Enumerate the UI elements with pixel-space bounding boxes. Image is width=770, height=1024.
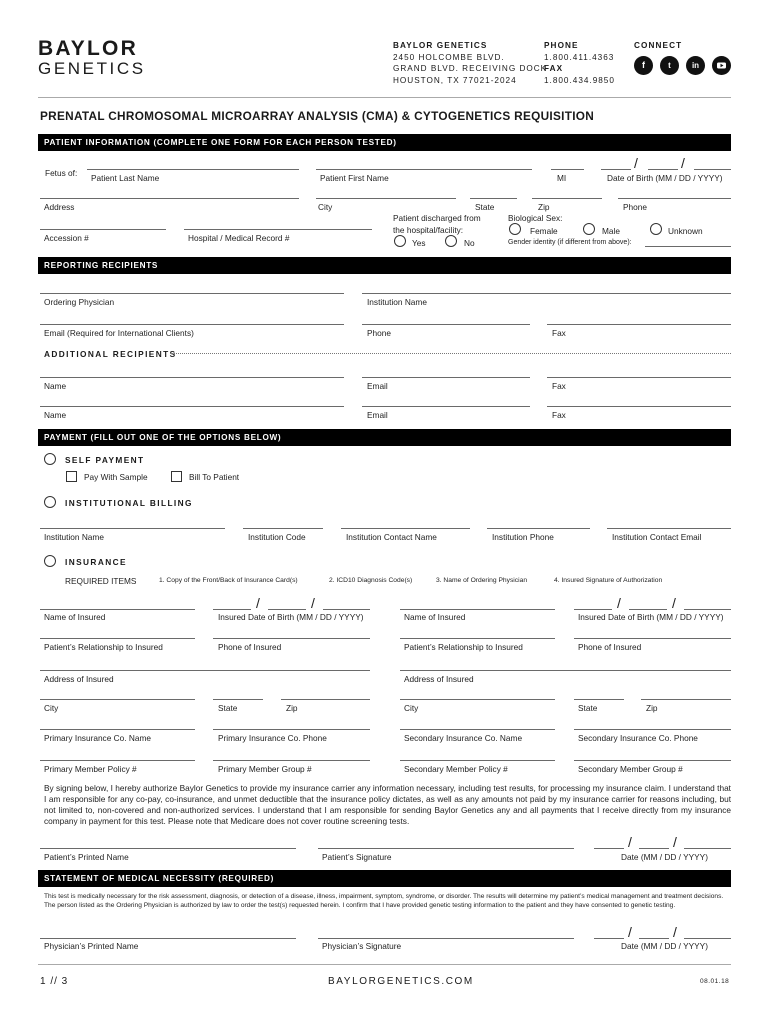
- add-fax-2-field[interactable]: [547, 406, 731, 407]
- mi-label: MI: [557, 173, 567, 183]
- dob-slash: /: [672, 595, 676, 611]
- secondary-dob-year-field[interactable]: [684, 609, 731, 610]
- secondary-relationship-field[interactable]: [400, 638, 555, 639]
- linkedin-icon[interactable]: in: [686, 56, 705, 75]
- sex-unknown-label: Unknown: [668, 226, 703, 236]
- footer-divider: [38, 964, 731, 965]
- add-email-1-field[interactable]: [362, 377, 530, 378]
- patient-printed-name-label: Patient’s Printed Name: [44, 852, 129, 862]
- header-divider: [38, 97, 731, 98]
- secondary-phone-label: Phone of Insured: [578, 642, 642, 652]
- primary-state-label: State: [218, 703, 238, 713]
- discharged-yes-radio[interactable]: [394, 235, 406, 247]
- required-item-1: 1. Copy of the Front/Back of Insurance Card(s): [159, 577, 298, 584]
- zip-field[interactable]: [532, 198, 602, 199]
- institutional-billing-radio[interactable]: [44, 496, 56, 508]
- pay-with-sample-checkbox[interactable]: [66, 471, 77, 482]
- add-name-1-field[interactable]: [40, 377, 344, 378]
- add-name-1-label: Name: [44, 381, 67, 391]
- patient-date-label: Date (MM / DD / YYYY): [621, 852, 708, 862]
- discharged-no-radio[interactable]: [445, 235, 457, 247]
- physician-date-label: Date (MM / DD / YYYY): [621, 941, 708, 951]
- fax-number: 1.800.434.9850: [544, 75, 615, 85]
- inst-phone-field[interactable]: [487, 528, 590, 529]
- discharged-label: Patient discharged from the hospital/facility:: [393, 213, 481, 235]
- phone-label: PHONE: [544, 41, 579, 50]
- twitter-icon[interactable]: t: [660, 56, 679, 75]
- logo-line-2: GENETICS: [38, 59, 146, 78]
- primary-insured-name-label: Name of Insured: [44, 612, 106, 622]
- discharged-no-label: No: [464, 238, 475, 248]
- primary-dob-year-field[interactable]: [323, 609, 370, 610]
- reporting-phone-label: Phone: [367, 328, 391, 338]
- gender-identity-label: Gender identity (if different from above):: [508, 239, 632, 246]
- connect-label: CONNECT: [634, 41, 683, 50]
- institution-name-field[interactable]: [362, 293, 731, 294]
- insurance-radio[interactable]: [44, 555, 56, 567]
- primary-group-field[interactable]: [213, 760, 370, 761]
- phone-label: Phone: [623, 202, 647, 212]
- dob-slash: /: [256, 595, 260, 611]
- required-item-2: 2. ICD10 Diagnosis Code(s): [329, 577, 413, 584]
- primary-co-name-label: Primary Insurance Co. Name: [44, 733, 151, 743]
- bio-sex-label: Biological Sex:: [508, 213, 563, 223]
- email-intl-field[interactable]: [40, 324, 344, 325]
- insurance-authorization-text: By signing below, I hereby authorize Baylor Genetics to provide my insurance carrier any information necessary, including test results, for processing my insurance claim. I understand that I am responsible for any co-pay, co-insurance, and unmet deductible that the insurance policy dictates, as well as any amounts not paid by my insurance carrier for reasons including, but not limited to, non-covered and non-authorized services. I understand that I am responsible for sending Baylor Genetics any and all payments that I receive directly from my insurance company in payment for this test. Please note that Medicare does not cover routine screening tests.: [44, 783, 731, 826]
- state-label: State: [475, 202, 495, 212]
- address-line-3: HOUSTON, TX 77021-2024: [393, 75, 517, 85]
- accession-field[interactable]: [40, 229, 166, 230]
- email-intl-label: Email (Required for International Clients): [44, 328, 194, 338]
- dob-slash: /: [681, 155, 685, 171]
- company-address: [393, 40, 547, 86]
- bill-to-patient-checkbox[interactable]: [171, 471, 182, 482]
- primary-policy-field[interactable]: [40, 760, 195, 761]
- secondary-phone-field[interactable]: [574, 638, 731, 639]
- required-item-3: 3. Name of Ordering Physician: [436, 577, 528, 584]
- sex-female-label: Female: [530, 226, 558, 236]
- secondary-co-phone-field[interactable]: [574, 729, 731, 730]
- mi-field[interactable]: [551, 169, 584, 170]
- primary-state-field[interactable]: [213, 699, 263, 700]
- secondary-dob-day-field[interactable]: [629, 609, 667, 610]
- inst-name-label: Institution Name: [44, 532, 104, 542]
- sex-unknown-radio[interactable]: [650, 223, 662, 235]
- ordering-physician-field[interactable]: [40, 293, 344, 294]
- secondary-group-label: Secondary Member Group #: [578, 764, 683, 774]
- primary-policy-label: Primary Member Policy #: [44, 764, 137, 774]
- inst-name-field[interactable]: [40, 528, 225, 529]
- page-title: PRENATAL CHROMOSOMAL MICROARRAY ANALYSIS (CMA) & CYTOGENETICS REQUISITION: [40, 109, 595, 123]
- add-fax-1-label: Fax: [552, 381, 566, 391]
- inst-code-field[interactable]: [243, 528, 323, 529]
- secondary-dob-month-field[interactable]: [574, 609, 612, 610]
- hospital-record-label: Hospital / Medical Record #: [188, 233, 290, 243]
- facebook-icon[interactable]: f: [634, 56, 653, 75]
- sex-female-radio[interactable]: [509, 223, 521, 235]
- fax-label: FAX: [544, 64, 564, 73]
- first-name-field[interactable]: [316, 169, 532, 170]
- youtube-icon[interactable]: [712, 56, 731, 75]
- inst-code-label: Institution Code: [248, 532, 306, 542]
- primary-relationship-label: Patient’s Relationship to Insured: [44, 642, 163, 652]
- insurance-heading: INSURANCE: [65, 557, 127, 567]
- inst-contact-label: Institution Contact Name: [346, 532, 437, 542]
- secondary-co-phone-label: Secondary Insurance Co. Phone: [578, 733, 698, 743]
- primary-relationship-field[interactable]: [40, 638, 195, 639]
- dob-month-field[interactable]: [601, 169, 631, 170]
- inst-contact-field[interactable]: [341, 528, 470, 529]
- medical-necessity-bar: STATEMENT OF MEDICAL NECESSITY (REQUIRED): [38, 870, 731, 887]
- add-email-2-field[interactable]: [362, 406, 530, 407]
- physician-printed-name-label: Physician’s Printed Name: [44, 941, 139, 951]
- first-name-label: Patient First Name: [320, 173, 389, 183]
- website-link[interactable]: BAYLORGENETICS.COM: [328, 976, 474, 987]
- secondary-policy-label: Secondary Member Policy #: [404, 764, 508, 774]
- patient-date-year-field[interactable]: [684, 848, 731, 849]
- primary-zip-label: Zip: [286, 703, 298, 713]
- physician-date-month-field[interactable]: [594, 938, 624, 939]
- add-fax-2-label: Fax: [552, 410, 566, 420]
- page-number: 1 // 3: [40, 976, 69, 987]
- primary-phone-label: Phone of Insured: [218, 642, 282, 652]
- physician-date-day-field[interactable]: [639, 938, 669, 939]
- patient-signature-label: Patient’s Signature: [322, 852, 392, 862]
- institutional-billing-heading: INSTITUTIONAL BILLING: [65, 498, 193, 508]
- company-name: BAYLOR GENETICS: [393, 41, 488, 50]
- primary-co-name-field[interactable]: [40, 729, 195, 730]
- institution-name-label: Institution Name: [367, 297, 427, 307]
- physician-printed-name-field[interactable]: [40, 938, 296, 939]
- primary-dob-day-field[interactable]: [268, 609, 306, 610]
- contact-numbers: [544, 40, 615, 86]
- primary-co-phone-field[interactable]: [213, 729, 370, 730]
- secondary-address-label: Address of Insured: [404, 674, 474, 684]
- address-line-2: GRAND BLVD. RECEIVING DOCK: [393, 64, 548, 73]
- inst-email-label: Institution Contact Email: [612, 532, 702, 542]
- secondary-relationship-label: Patient’s Relationship to Insured: [404, 642, 523, 652]
- primary-city-label: City: [44, 703, 59, 713]
- phone-number: 1.800.411.4363: [544, 52, 615, 62]
- secondary-group-field[interactable]: [574, 760, 731, 761]
- inst-phone-label: Institution Phone: [492, 532, 554, 542]
- secondary-co-name-field[interactable]: [400, 729, 555, 730]
- add-fax-1-field[interactable]: [547, 377, 731, 378]
- secondary-state-field[interactable]: [574, 699, 624, 700]
- bill-to-patient-label: Bill To Patient: [189, 472, 240, 482]
- address-line-1: 2450 HOLCOMBE BLVD.: [393, 52, 505, 62]
- secondary-city-label: City: [404, 703, 419, 713]
- section-dots: [171, 353, 731, 354]
- gender-identity-field[interactable]: [645, 246, 731, 247]
- patient-signature-field[interactable]: [318, 848, 574, 849]
- discharged-yes-label: Yes: [412, 238, 426, 248]
- add-name-2-field[interactable]: [40, 406, 344, 407]
- medical-necessity-text: This test is medically necessary for the risk assessment, diagnosis, or detection of a disease, illness, impairment, symptom, syndrome, or disorder. The results will determine my patient’s medical management and treatment decisions. The person listed as the Ordering Physician is authorized by law to order the test(s) requested herein. I confirm that I have provided genetic testing information to the patient and they have consented to genetic testing.: [44, 893, 724, 909]
- add-name-2-label: Name: [44, 410, 67, 420]
- last-name-field[interactable]: [87, 169, 299, 170]
- add-email-1-label: Email: [367, 381, 388, 391]
- last-name-label: Patient Last Name: [91, 173, 160, 183]
- patient-date-month-field[interactable]: [594, 848, 624, 849]
- primary-insured-dob-label: Insured Date of Birth (MM / DD / YYYY): [218, 612, 364, 622]
- dob-slash: /: [634, 155, 638, 171]
- secondary-insured-dob-label: Insured Date of Birth (MM / DD / YYYY): [578, 612, 724, 622]
- physician-signature-label: Physician’s Signature: [322, 941, 402, 951]
- secondary-insured-name-field[interactable]: [400, 609, 555, 610]
- date-slash: /: [673, 834, 677, 850]
- physician-date-year-field[interactable]: [684, 938, 731, 939]
- secondary-address-field[interactable]: [400, 670, 731, 671]
- address-field[interactable]: [40, 198, 299, 199]
- secondary-city-field[interactable]: [400, 699, 555, 700]
- primary-zip-field[interactable]: [281, 699, 370, 700]
- pay-with-sample-label: Pay With Sample: [84, 472, 148, 482]
- city-label: City: [318, 202, 333, 212]
- primary-dob-month-field[interactable]: [213, 609, 251, 610]
- primary-insured-name-field[interactable]: [40, 609, 195, 610]
- fetus-of-label: Fetus of:: [45, 168, 78, 178]
- company-logo: [38, 38, 146, 78]
- reporting-bar: REPORTING RECIPIENTS: [38, 257, 731, 274]
- secondary-insured-name-label: Name of Insured: [404, 612, 466, 622]
- reporting-phone-field[interactable]: [362, 324, 530, 325]
- secondary-state-label: State: [578, 703, 598, 713]
- dob-label: Date of Birth (MM / DD / YYYY): [607, 173, 723, 183]
- dob-day-field[interactable]: [648, 169, 678, 170]
- sex-male-label: Male: [602, 226, 620, 236]
- date-slash: /: [628, 924, 632, 940]
- date-slash: /: [628, 834, 632, 850]
- ordering-physician-label: Ordering Physician: [44, 297, 115, 307]
- date-slash: /: [673, 924, 677, 940]
- version-date: 08.01.18: [700, 978, 730, 985]
- reporting-fax-label: Fax: [552, 328, 566, 338]
- accession-label: Accession #: [44, 233, 89, 243]
- phone-field[interactable]: [618, 198, 731, 199]
- required-items-label: REQUIRED ITEMS: [65, 576, 137, 586]
- reporting-fax-field[interactable]: [547, 324, 731, 325]
- primary-phone-field[interactable]: [213, 638, 370, 639]
- secondary-zip-label: Zip: [646, 703, 658, 713]
- state-field[interactable]: [470, 198, 517, 199]
- secondary-zip-field[interactable]: [641, 699, 731, 700]
- self-payment-heading: SELF PAYMENT: [65, 455, 145, 465]
- additional-recipients-heading: ADDITIONAL RECIPIENTS: [44, 349, 177, 359]
- secondary-policy-field[interactable]: [400, 760, 555, 761]
- primary-address-label: Address of Insured: [44, 674, 114, 684]
- physician-signature-field[interactable]: [318, 938, 574, 939]
- required-item-4: 4. Insured Signature of Authorization: [554, 577, 663, 584]
- payment-bar: PAYMENT (FILL OUT ONE OF THE OPTIONS BELOW): [38, 429, 731, 446]
- address-label: Address: [44, 202, 75, 212]
- add-email-2-label: Email: [367, 410, 388, 420]
- primary-group-label: Primary Member Group #: [218, 764, 312, 774]
- zip-label: Zip: [538, 202, 550, 212]
- primary-co-phone-label: Primary Insurance Co. Phone: [218, 733, 327, 743]
- patient-info-bar: PATIENT INFORMATION (COMPLETE ONE FORM FOR EACH PERSON TESTED): [38, 134, 731, 151]
- secondary-co-name-label: Secondary Insurance Co. Name: [404, 733, 523, 743]
- logo-line-1: BAYLOR: [38, 37, 138, 60]
- dob-slash: /: [311, 595, 315, 611]
- inst-email-field[interactable]: [607, 528, 731, 529]
- city-field[interactable]: [316, 198, 456, 199]
- patient-date-day-field[interactable]: [639, 848, 669, 849]
- dob-year-field[interactable]: [694, 169, 731, 170]
- hospital-record-field[interactable]: [184, 229, 372, 230]
- sex-male-radio[interactable]: [583, 223, 595, 235]
- patient-printed-name-field[interactable]: [40, 848, 296, 849]
- self-payment-radio[interactable]: [44, 453, 56, 465]
- dob-slash: /: [617, 595, 621, 611]
- primary-address-field[interactable]: [40, 670, 370, 671]
- primary-city-field[interactable]: [40, 699, 195, 700]
